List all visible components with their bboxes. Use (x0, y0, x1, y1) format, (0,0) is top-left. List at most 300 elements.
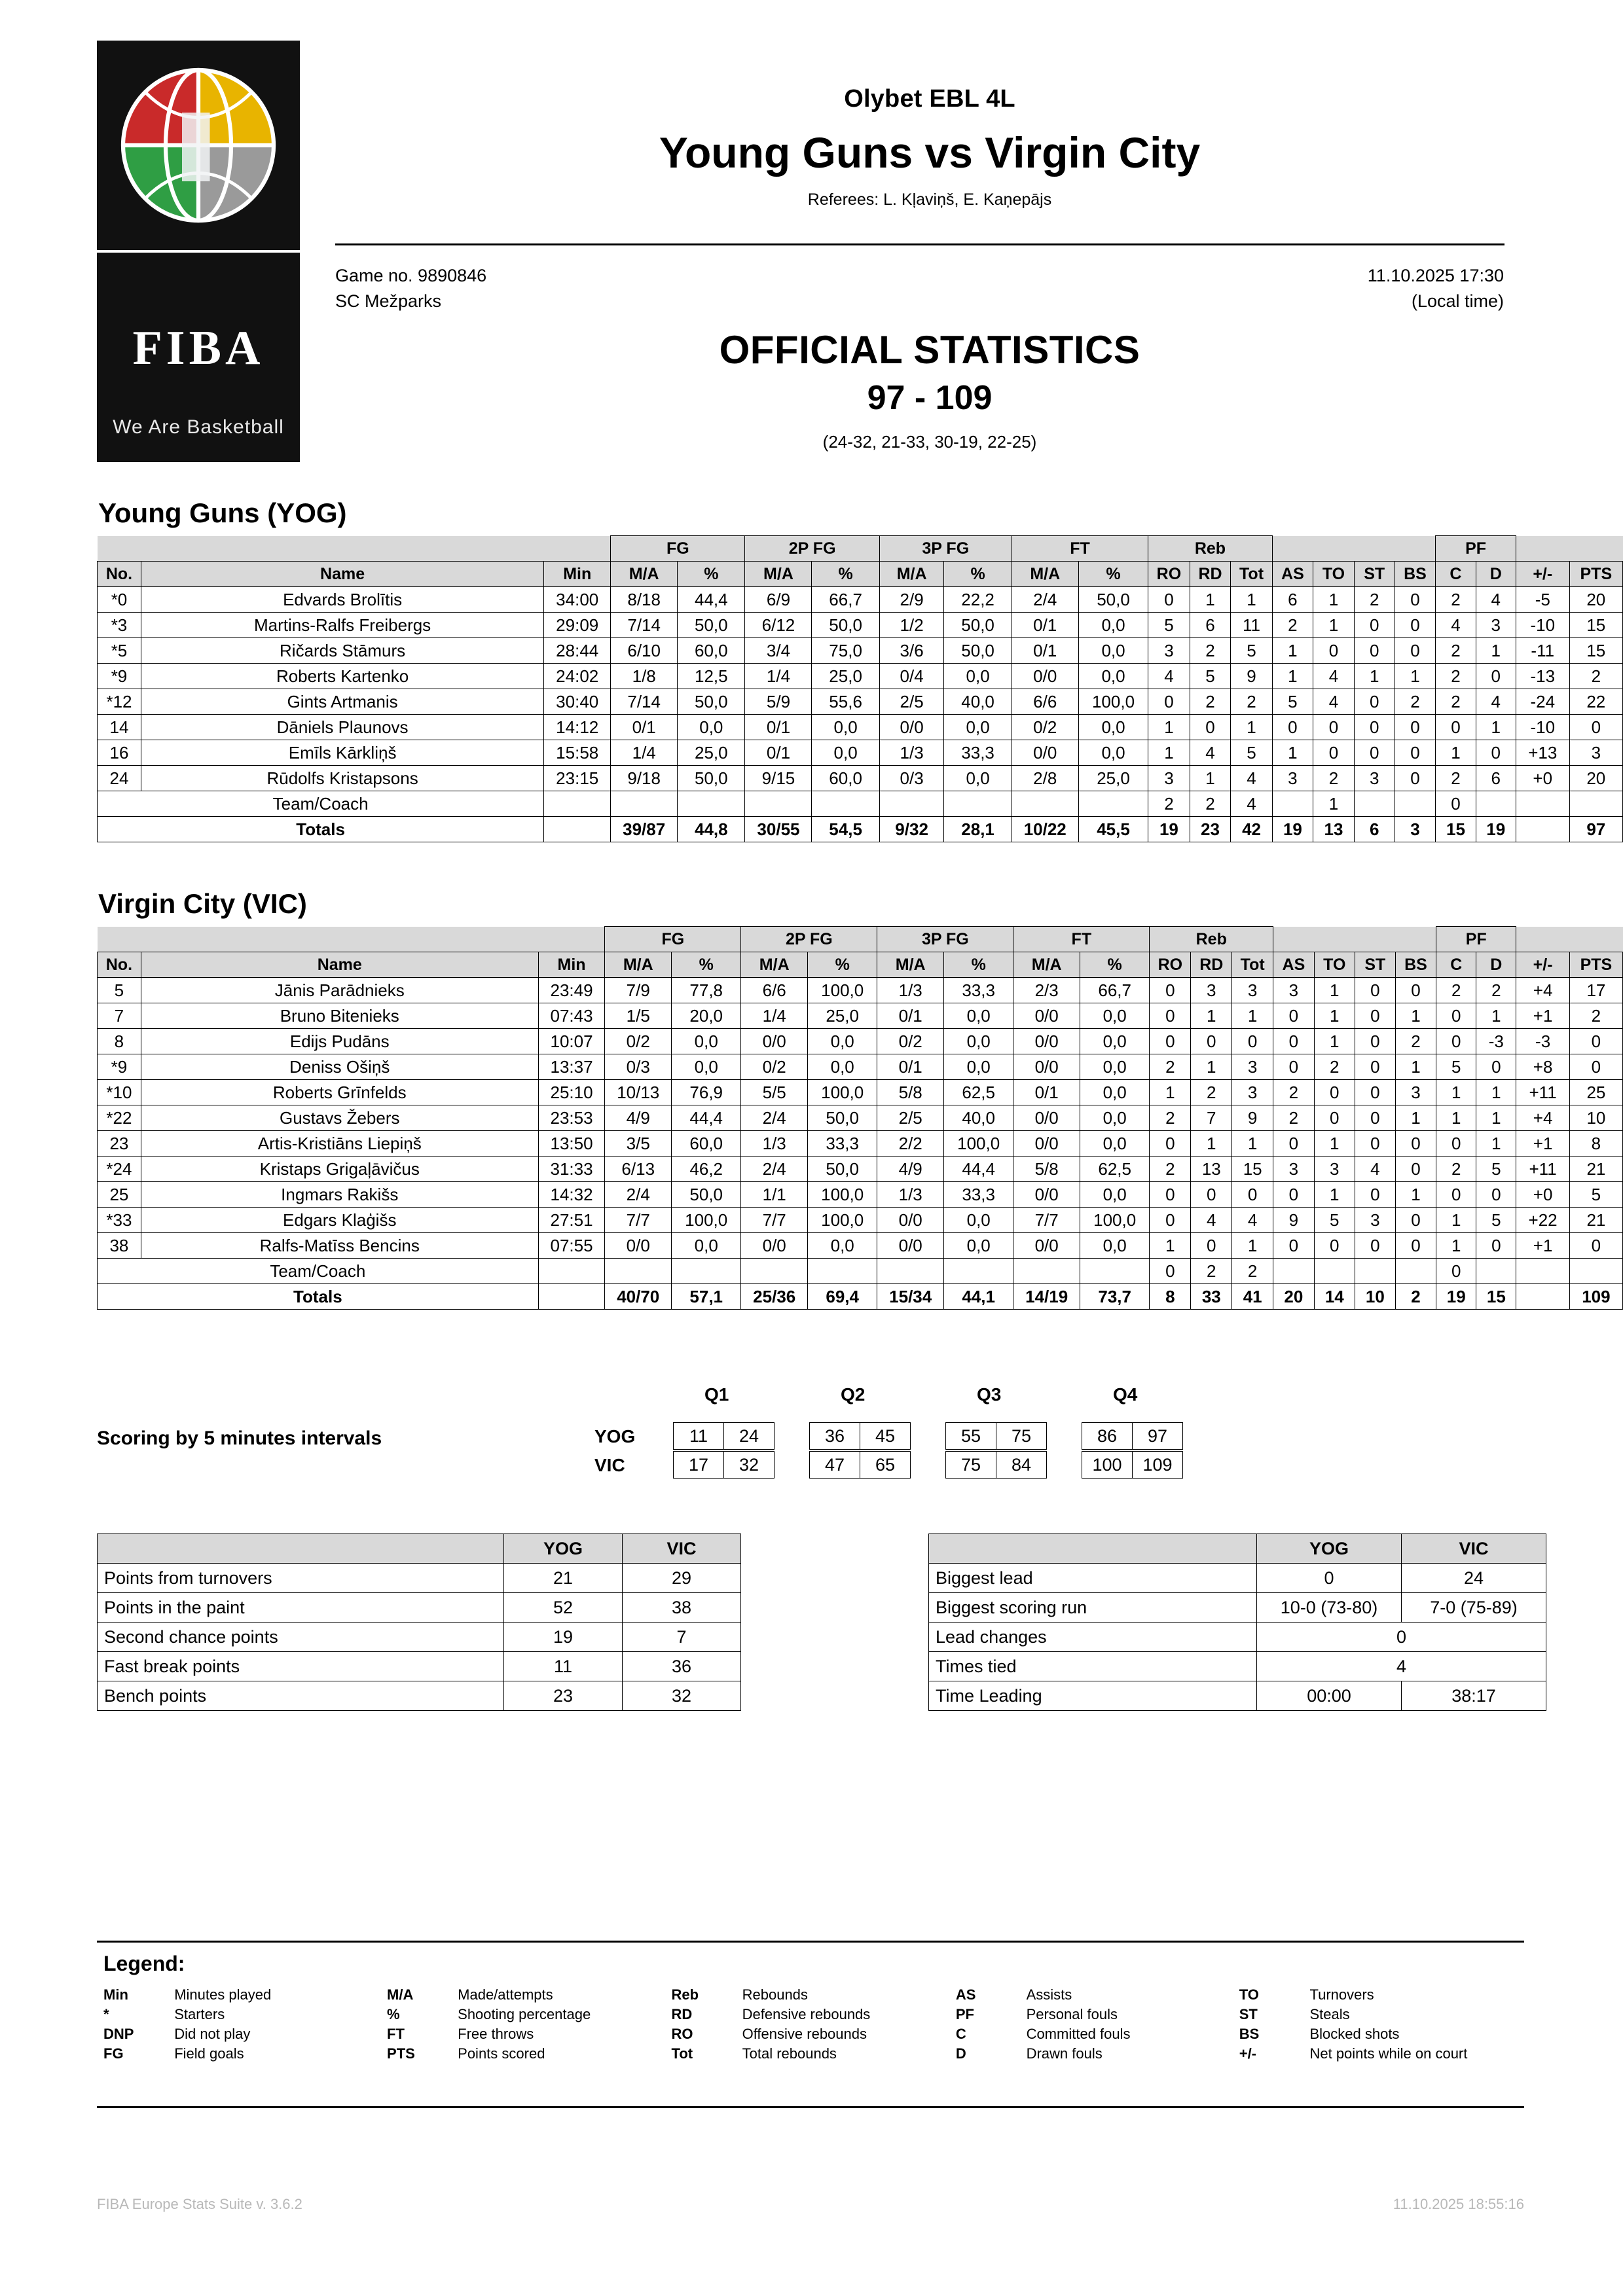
list-item (929, 1593, 1546, 1623)
table-row[interactable] (98, 664, 1623, 689)
header-divider (335, 243, 1504, 245)
player-points: 10 (1569, 1105, 1622, 1131)
table-row[interactable] (98, 1080, 1623, 1105)
player-ro: 1 (1148, 740, 1190, 766)
table-row[interactable] (98, 1105, 1623, 1131)
list-item (98, 1681, 741, 1711)
player-fouls-committed: 2 (1436, 587, 1476, 613)
player-reb-tot: 3 (1232, 1080, 1273, 1105)
player-3p-pct: 0,0 (944, 1054, 1013, 1080)
leads-row-vic: 38:17 (1402, 1681, 1546, 1711)
quarter-label-q1: Q1 (704, 1384, 729, 1405)
player-blocks: 0 (1395, 1157, 1436, 1182)
player-reb-tot: 9 (1231, 664, 1272, 689)
player-steals: 3 (1355, 1208, 1395, 1233)
player-ft-pct: 0,0 (1080, 1105, 1150, 1131)
player-3p-pct: 0,0 (944, 1029, 1013, 1054)
player-name: Edgars Klaģišs (141, 1208, 538, 1233)
player-3p-ma: 2/5 (877, 1105, 944, 1131)
list-item (929, 1564, 1546, 1593)
table-row[interactable] (98, 1029, 1623, 1054)
player-ro: 0 (1150, 1029, 1191, 1054)
tc-c: 0 (1436, 1259, 1476, 1284)
totals-ro: 19 (1148, 817, 1190, 842)
referees-line: Referees: L. Kļaviņš, E. Kaņepājs (807, 190, 1052, 209)
totals-2p-ma: 25/36 (741, 1284, 808, 1310)
col-header-rd: RD (1191, 952, 1232, 978)
player-name: Emīls Kārkliņš (141, 740, 543, 766)
tc-st (1354, 791, 1395, 817)
player-plusminus: +1 (1516, 1003, 1569, 1029)
player-rd: 3 (1191, 978, 1232, 1003)
player-assists: 0 (1273, 1003, 1314, 1029)
footer-software: FIBA Europe Stats Suite v. 3.6.2 (97, 2196, 302, 2212)
table-row[interactable] (98, 1208, 1623, 1233)
player-2p-pct: 0,0 (808, 1054, 877, 1080)
legend-key: Min (103, 1986, 128, 2003)
team-title-away: Virgin City (VIC) (98, 888, 307, 919)
player-rd: 0 (1191, 1182, 1232, 1208)
player-reb-tot: 1 (1232, 1003, 1273, 1029)
player-fg-pct: 0,0 (678, 715, 745, 740)
player-turnovers: 0 (1313, 715, 1355, 740)
team-coach-label: Team/Coach (98, 1259, 539, 1284)
player-2p-ma: 2/4 (741, 1105, 808, 1131)
player-plusminus: +1 (1516, 1131, 1569, 1157)
col-header-name: Name (141, 952, 538, 978)
player-turnovers: 3 (1314, 1157, 1355, 1182)
col-header-plusminus: +/- (1516, 562, 1569, 587)
legend-key: M/A (387, 1986, 414, 2003)
player-points: 25 (1569, 1080, 1622, 1105)
tc-c: 0 (1436, 791, 1476, 817)
player-2p-ma: 1/3 (741, 1131, 808, 1157)
col-header-2p-ma: M/A (741, 952, 808, 978)
player-ft-ma: 0/0 (1013, 1131, 1080, 1157)
table-row[interactable] (98, 613, 1623, 638)
leads-row-label: Biggest scoring run (929, 1593, 1257, 1623)
player-rd: 0 (1190, 715, 1231, 740)
player-fg-pct: 12,5 (678, 664, 745, 689)
player-ft-ma: 0/0 (1013, 1054, 1080, 1080)
player-assists: 1 (1272, 740, 1313, 766)
player-steals: 4 (1355, 1157, 1395, 1182)
player-number: *9 (98, 664, 141, 689)
scoring-interval-first: 75 (946, 1452, 996, 1479)
player-blocks: 1 (1395, 1003, 1436, 1029)
totals-row (98, 817, 1623, 842)
player-2p-pct: 33,3 (808, 1131, 877, 1157)
legend-value: Shooting percentage (458, 2006, 591, 2022)
player-3p-pct: 40,0 (944, 1105, 1013, 1131)
tc-min (544, 791, 611, 817)
player-blocks: 0 (1395, 715, 1436, 740)
player-number: *3 (98, 613, 141, 638)
leads-row-label: Times tied (929, 1652, 1257, 1681)
player-number: 7 (98, 1003, 141, 1029)
legend-key: BS (1239, 2026, 1260, 2042)
player-minutes: 30:40 (544, 689, 611, 715)
player-fg-ma: 1/5 (605, 1003, 672, 1029)
player-steals: 0 (1354, 638, 1395, 664)
summary-row-label: Points from turnovers (98, 1564, 504, 1593)
totals-rd: 23 (1190, 817, 1231, 842)
player-ft-pct: 0,0 (1080, 1182, 1150, 1208)
group-header-fg: FG (611, 536, 745, 562)
player-ro: 0 (1150, 1131, 1191, 1157)
col-header-2p-ma: M/A (745, 562, 812, 587)
player-fouls-drawn: 0 (1476, 664, 1516, 689)
table-row[interactable] (98, 766, 1623, 791)
fiba-tagline: We Are Basketball (113, 416, 284, 438)
player-rd: 0 (1191, 1029, 1232, 1054)
col-header-pts: PTS (1569, 562, 1622, 587)
player-steals: 0 (1355, 1029, 1395, 1054)
player-rd: 1 (1190, 587, 1231, 613)
player-points: 15 (1569, 638, 1622, 664)
summary-row-yog: 11 (504, 1652, 623, 1681)
player-2p-ma: 0/0 (741, 1029, 808, 1054)
totals-ft-ma: 14/19 (1013, 1284, 1080, 1310)
table-row[interactable] (98, 1003, 1623, 1029)
player-2p-ma: 9/15 (745, 766, 812, 791)
corner-spacer (98, 536, 141, 562)
tc-to (1314, 1259, 1355, 1284)
player-steals: 0 (1355, 1182, 1395, 1208)
player-points: 20 (1569, 766, 1622, 791)
legend-key: AS (955, 1986, 976, 2003)
legend-key: FT (387, 2026, 405, 2042)
player-reb-tot: 0 (1232, 1182, 1273, 1208)
player-ft-ma: 0/0 (1013, 1003, 1080, 1029)
scoring-cell-vic-q2 (809, 1451, 911, 1479)
player-3p-pct: 0,0 (944, 1003, 1013, 1029)
scoring-interval-first: 11 (674, 1423, 724, 1450)
col-header-no: No. (98, 952, 141, 978)
summary-row-yog: 52 (504, 1593, 623, 1623)
totals-st: 6 (1354, 817, 1395, 842)
player-reb-tot: 3 (1232, 978, 1273, 1003)
table-row[interactable] (98, 1131, 1623, 1157)
player-2p-ma: 0/2 (741, 1054, 808, 1080)
player-fg-pct: 25,0 (678, 740, 745, 766)
scoring-interval-second: 24 (724, 1423, 775, 1450)
player-number: *22 (98, 1105, 141, 1131)
table-row[interactable] (98, 638, 1623, 664)
totals-pm (1516, 1284, 1569, 1310)
group-header-ft: FT (1012, 536, 1148, 562)
player-assists: 0 (1273, 1182, 1314, 1208)
player-plusminus: +11 (1516, 1157, 1569, 1182)
player-rd: 6 (1190, 613, 1231, 638)
player-number: 25 (98, 1182, 141, 1208)
player-ft-ma: 7/7 (1013, 1208, 1080, 1233)
leads-header-vic: VIC (1402, 1534, 1546, 1564)
player-turnovers: 2 (1314, 1054, 1355, 1080)
player-ro: 0 (1148, 689, 1190, 715)
player-blocks: 0 (1395, 587, 1436, 613)
tc-blank (879, 791, 944, 817)
player-minutes: 23:49 (538, 978, 605, 1003)
player-assists: 2 (1273, 1080, 1314, 1105)
local-time-note: (Local time) (1411, 291, 1504, 312)
player-fg-ma: 0/1 (611, 715, 678, 740)
player-assists: 3 (1273, 978, 1314, 1003)
player-fouls-drawn: 1 (1476, 638, 1516, 664)
col-header-min: Min (538, 952, 605, 978)
player-rd: 4 (1191, 1208, 1232, 1233)
document-type: OFFICIAL STATISTICS (719, 328, 1140, 372)
corner-spacer (141, 536, 543, 562)
totals-label: Totals (98, 1284, 539, 1310)
player-ft-ma: 0/2 (1012, 715, 1078, 740)
player-2p-pct: 100,0 (808, 978, 877, 1003)
game-datetime: 11.10.2025 17:30 (1367, 266, 1504, 285)
player-fg-pct: 44,4 (678, 587, 745, 613)
player-2p-ma: 5/5 (741, 1080, 808, 1105)
legend-block (97, 1941, 1524, 2064)
corner-spacer (1395, 927, 1436, 952)
player-points: 8 (1569, 1131, 1622, 1157)
player-fouls-committed: 0 (1436, 1003, 1476, 1029)
list-item (929, 1652, 1546, 1681)
legend-value: Steals (1309, 2006, 1350, 2022)
player-fouls-committed: 2 (1436, 638, 1476, 664)
player-turnovers: 1 (1314, 978, 1355, 1003)
scoring-intervals-block (97, 1370, 1623, 1494)
player-ft-ma: 0/1 (1012, 613, 1078, 638)
scoring-cell-vic-q1 (673, 1451, 775, 1479)
player-2p-pct: 55,6 (812, 689, 879, 715)
legend-value: Net points while on court (1309, 2045, 1468, 2062)
legend-key: DNP (103, 2026, 134, 2042)
player-turnovers: 2 (1313, 766, 1355, 791)
legend-key: +/- (1239, 2045, 1257, 2062)
corner-spacer (1272, 536, 1313, 562)
corner-spacer (1569, 927, 1622, 952)
player-fouls-drawn: 5 (1476, 1208, 1516, 1233)
tc-blank (944, 791, 1012, 817)
player-fg-pct: 50,0 (678, 766, 745, 791)
player-fouls-drawn: 1 (1476, 1131, 1516, 1157)
list-item (98, 1623, 741, 1652)
player-plusminus: +11 (1516, 1080, 1569, 1105)
player-name: Kristaps Grigaļāvičus (141, 1157, 538, 1182)
scoring-interval-second: 84 (996, 1452, 1047, 1479)
player-ft-pct: 0,0 (1080, 1003, 1150, 1029)
player-blocks: 2 (1395, 1029, 1436, 1054)
totals-label: Totals (98, 817, 544, 842)
player-minutes: 23:53 (538, 1105, 605, 1131)
player-points: 0 (1569, 1029, 1622, 1054)
player-assists: 2 (1272, 613, 1313, 638)
player-ro: 1 (1150, 1233, 1191, 1259)
scoring-interval-first: 86 (1082, 1423, 1133, 1450)
player-2p-ma: 6/9 (745, 587, 812, 613)
col-header-fg-pct: % (678, 562, 745, 587)
totals-fg-ma: 39/87 (611, 817, 678, 842)
player-2p-pct: 0,0 (812, 715, 879, 740)
player-turnovers: 0 (1314, 1105, 1355, 1131)
player-fg-pct: 100,0 (672, 1208, 741, 1233)
table-row[interactable] (98, 740, 1623, 766)
footer-divider (97, 2106, 1524, 2108)
competition-logo (97, 41, 300, 250)
player-2p-ma: 5/9 (745, 689, 812, 715)
player-points: 0 (1569, 1233, 1622, 1259)
player-fg-pct: 44,4 (672, 1105, 741, 1131)
col-header-3p-ma: M/A (877, 952, 944, 978)
summary-header-blank (98, 1534, 504, 1564)
list-item (929, 1681, 1546, 1711)
player-minutes: 31:33 (538, 1157, 605, 1182)
player-rd: 13 (1191, 1157, 1232, 1182)
player-3p-pct: 50,0 (944, 638, 1012, 664)
player-assists: 3 (1273, 1157, 1314, 1182)
totals-row (98, 1284, 1623, 1310)
table-row[interactable] (98, 689, 1623, 715)
quarter-label-q3: Q3 (977, 1384, 1002, 1405)
player-assists: 0 (1272, 715, 1313, 740)
tc-blank (1080, 1259, 1150, 1284)
summary-row-label: Points in the paint (98, 1593, 504, 1623)
player-2p-pct: 0,0 (808, 1029, 877, 1054)
leads-header-yog: YOG (1257, 1534, 1402, 1564)
leads-row-yog: 00:00 (1257, 1681, 1402, 1711)
player-ro: 5 (1148, 613, 1190, 638)
player-number: 16 (98, 740, 141, 766)
player-steals: 0 (1355, 1080, 1395, 1105)
group-header-2pfg: 2P FG (745, 536, 879, 562)
leads-row-label: Biggest lead (929, 1564, 1257, 1593)
scoring-interval-second: 65 (860, 1452, 911, 1479)
tc-rd: 2 (1190, 791, 1231, 817)
player-ft-pct: 0,0 (1078, 613, 1148, 638)
player-name: Deniss Ošiņš (141, 1054, 538, 1080)
player-ft-pct: 0,0 (1078, 740, 1148, 766)
player-ro: 0 (1148, 587, 1190, 613)
player-plusminus: -24 (1516, 689, 1569, 715)
scoring-interval-first: 36 (810, 1423, 860, 1450)
sheet-header (0, 0, 1623, 497)
summary-row-vic: 36 (623, 1652, 741, 1681)
player-fouls-committed: 1 (1436, 740, 1476, 766)
tc-blank (1078, 791, 1148, 817)
player-steals: 3 (1354, 766, 1395, 791)
col-header-ft-pct: % (1080, 952, 1150, 978)
player-name: Ingmars Rakišs (141, 1182, 538, 1208)
player-3p-ma: 1/3 (879, 740, 944, 766)
player-fouls-committed: 0 (1436, 1182, 1476, 1208)
player-2p-ma: 1/4 (745, 664, 812, 689)
player-blocks: 0 (1395, 766, 1436, 791)
player-plusminus: +4 (1516, 978, 1569, 1003)
col-header-to: TO (1313, 562, 1355, 587)
player-reb-tot: 9 (1232, 1105, 1273, 1131)
player-name: Roberts Kartenko (141, 664, 543, 689)
player-reb-tot: 4 (1232, 1208, 1273, 1233)
scoring-interval-first: 47 (810, 1452, 860, 1479)
player-ro: 0 (1150, 978, 1191, 1003)
table-row[interactable] (98, 587, 1623, 613)
player-fg-pct: 60,0 (678, 638, 745, 664)
player-name: Ralfs-Matīss Bencins (141, 1233, 538, 1259)
col-header-rd: RD (1190, 562, 1231, 587)
corner-spacer (1354, 536, 1395, 562)
player-minutes: 07:43 (538, 1003, 605, 1029)
table-row[interactable] (98, 978, 1623, 1003)
totals-fg-ma: 40/70 (605, 1284, 672, 1310)
col-header-ro: RO (1150, 952, 1191, 978)
tc-pts (1569, 1259, 1622, 1284)
player-ft-pct: 50,0 (1078, 587, 1148, 613)
fiba-wordmark: FIBA (132, 321, 264, 375)
corner-spacer (1516, 536, 1569, 562)
group-header-3pfg: 3P FG (879, 536, 1012, 562)
legend-key: * (103, 2006, 109, 2022)
player-turnovers: 1 (1313, 613, 1355, 638)
tc-tot: 4 (1231, 791, 1272, 817)
player-points: 2 (1569, 1003, 1622, 1029)
leads-row-yog: 0 (1257, 1564, 1402, 1593)
totals-ft-pct: 73,7 (1080, 1284, 1150, 1310)
player-plusminus: -10 (1516, 613, 1569, 638)
col-header-ft-ma: M/A (1012, 562, 1078, 587)
player-reb-tot: 5 (1231, 638, 1272, 664)
scoring-interval-first: 100 (1082, 1452, 1133, 1479)
player-2p-pct: 0,0 (808, 1233, 877, 1259)
player-fg-ma: 7/7 (605, 1208, 672, 1233)
legend-row (103, 2005, 1524, 2024)
player-2p-ma: 0/1 (745, 740, 812, 766)
tc-pm (1516, 791, 1569, 817)
table-row[interactable] (98, 1182, 1623, 1208)
player-number: 38 (98, 1233, 141, 1259)
player-rd: 4 (1190, 740, 1231, 766)
player-fouls-committed: 2 (1436, 978, 1476, 1003)
player-3p-ma: 3/6 (879, 638, 944, 664)
legend-value: Minutes played (174, 1986, 272, 2003)
player-steals: 0 (1355, 1105, 1395, 1131)
player-fouls-drawn: 4 (1476, 689, 1516, 715)
player-3p-pct: 62,5 (944, 1080, 1013, 1105)
player-fouls-committed: 1 (1436, 1233, 1476, 1259)
player-fouls-committed: 2 (1436, 689, 1476, 715)
player-fouls-drawn: 1 (1476, 1105, 1516, 1131)
player-rd: 1 (1191, 1003, 1232, 1029)
player-2p-pct: 66,7 (812, 587, 879, 613)
tc-d (1476, 1259, 1516, 1284)
player-turnovers: 0 (1314, 1080, 1355, 1105)
scoring-team-yog: YOG (594, 1426, 636, 1446)
player-fg-ma: 6/13 (605, 1157, 672, 1182)
player-name: Gints Artmanis (141, 689, 543, 715)
totals-min (538, 1284, 605, 1310)
legend-value: Made/attempts (458, 1986, 553, 2003)
table-row[interactable] (98, 1157, 1623, 1182)
player-fg-ma: 3/5 (605, 1131, 672, 1157)
table-row[interactable] (98, 1233, 1623, 1259)
player-ft-pct: 62,5 (1080, 1157, 1150, 1182)
player-rd: 0 (1191, 1233, 1232, 1259)
player-steals: 0 (1355, 1003, 1395, 1029)
player-3p-ma: 2/9 (879, 587, 944, 613)
table-row[interactable] (98, 1054, 1623, 1080)
player-assists: 2 (1273, 1105, 1314, 1131)
player-reb-tot: 3 (1232, 1054, 1273, 1080)
player-plusminus: +1 (1516, 1233, 1569, 1259)
table-row[interactable] (98, 715, 1623, 740)
